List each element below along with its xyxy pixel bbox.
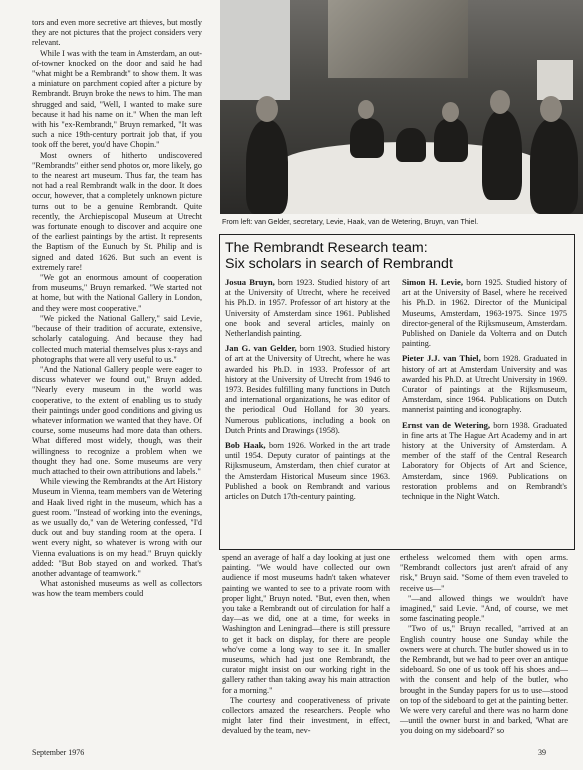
- bio-entry: [225, 343, 390, 436]
- window: [220, 0, 290, 100]
- article-column-left: [32, 18, 202, 600]
- paragraph: spend an average of half a day looking at just one painting. "We would have collected our own audience if most museums hadn't taken whatever painting we wanted to see to a private room with proper light," Bruyn noted. "But, even then, when you take a Rembrandt out of circulation for half a day—as we did, one at a time, for weeks in Washington and Leningrad—there is still pressure to get it back on display, for there are people who've come a long way to see it. In smaller museums, which had just one Rembrandt, the curator might insist on our working right in the gallery rather than taking away his main attraction for a morning.": [222, 553, 390, 695]
- person-head: [358, 100, 374, 119]
- paragraph: "And the National Gallery people were eager to discuss whatever we found out," Bruyn added. "Nearly every museum in the world was cooperative, to the extent of enabling us to study their paintings under good conditions and giving us whatever information we wanted that they have. Of course, some museums had more data than others. What differed most widely, though, was their willingness to recognize a problem when we thought they had one. Some museums are very much attached to their own attributions and labels.": [32, 364, 202, 476]
- bio-text: born 1926. Worked in the art trade until 1954. Deputy curator of paintings at the Rijksmuseum, Amsterdam, then chief curator at the Amsterdam Historical Museum since 1963. Published a book on Rembrandt and various articles on Dutch 17th-century painting.: [225, 441, 390, 502]
- issue-date: September 1976: [32, 748, 85, 757]
- bio-name: Simon H. Levie,: [402, 277, 464, 287]
- bio-name: Ernst van de Wetering,: [402, 419, 491, 430]
- paragraph: "We got an enormous amount of cooperation from museums," Bruyn remarked. "We started not at home, but with the National Gallery in London, and they were most cooperative.": [32, 273, 202, 313]
- person-figure: [246, 120, 288, 214]
- painting-on-wall: [328, 0, 468, 78]
- photo-caption: From left: van Gelder, secretary, Levie, Haak, van de Wetering, Bruyn, van Thiel.: [222, 217, 479, 226]
- sidebar-title-line-1: The Rembrandt Research team:: [225, 240, 428, 256]
- paragraph: ertheless welcomed them with open arms. "Rembrandt collectors just aren't afraid of any risk," Bruyn said. "Some of them even traveled to receive us—": [400, 553, 568, 593]
- team-photograph: [220, 0, 583, 214]
- page-number: 39: [538, 748, 546, 757]
- bio-text: born 1903. Studied history of art at the University of Utrecht, where he was awarded his Ph.D. in 1933. Professor of art history at the University of Utrecht from 1946 to 1973. Besides fulfilling many functions in Dutch and international organizations, he was editor of the periodical Oud Holland for 30 years. Numerous publications, including a book on Dutch Prints and Drawings (1958).: [225, 344, 390, 435]
- paragraph: What astonished museums as well as collectors was how the team members could: [32, 579, 202, 599]
- bio-name: Pieter J.J. van Thiel,: [402, 353, 481, 364]
- bio-name: Bob Haak,: [225, 440, 266, 451]
- paragraph: "We picked the National Gallery," said Levie, "because of their tradition of accurate, extensive, scholarly cataloguing. And because they had collected much material themselves plus x-rays and photographs that were all very useful to us.": [32, 313, 202, 364]
- paragraph: While viewing the Rembrandts at the Art History Museum in Vienna, team members van de Wetering and Haak lived right in the museum, which has a guest room. "Instead of working into the evenings, as we usually do," van de Wetering confessed, "I'd duck out and buy standing room at the opera. I went every night, so whatever is wrong with our Vienna evaluations is on my head." Bruyn quickly added: "But Bob stayed on and worked. That's another advantage of teamwork.": [32, 477, 202, 578]
- person-head: [256, 96, 278, 122]
- sidebar-title-line-2: Six scholars in search of Rembrandt: [225, 256, 453, 272]
- bios-column-left: [225, 277, 390, 506]
- paragraph: While I was with the team in Amsterdam, an out-of-towner knocked on the door and said he had "what might be a Rembrandt" to show them. It was a miniature on parchment copied after a picture by Rembrandt. Bruyn broke the news to him. The man shrugged and said, "Well, I wanted to make sure because it had his name on it." When the man left with his "ex-Rembrandt," Bruyn remarked, "It was such a nice 19th-century portrait job that, if you took off the beret, you'd have Chopin.": [32, 48, 202, 150]
- bios-column-right: [402, 277, 567, 506]
- bio-entry: [402, 353, 567, 415]
- bio-text: born 1928. Graduated in history of art at Amsterdam University and was awarded his Ph.D. at Utrecht University in 1969. Curator of paintings at the Rijksmuseum, Amsterdam, since 1964. Publications on Dutch mannerist painting and iconography.: [402, 354, 567, 415]
- wall-board: [537, 60, 573, 100]
- paragraph: "—and allowed things we wouldn't have imagined," said Levie. "And, of course, we met some fascinating people.": [400, 593, 568, 624]
- bio-entry: [402, 420, 567, 503]
- paragraph: Most owners of hitherto undiscovered "Rembrandts" either send photos or, more likely, go to the nearest art museum. Thus far, the team has not had a real Rembrandt walk in the door. It does occur, however, that a completely unknown picture turns out to be a genuine Rembrandt. Quite recently, the Archiepiscopal Museum at Utrecht was fortunate enough to discover and acquire one of the earliest paintings by the artist. It represents the Baptism of the Eunuch by St. Philip and is signed and dated 1626. But such an event is extremely rare!: [32, 150, 202, 272]
- person-head: [442, 102, 459, 122]
- person-figure: [396, 128, 426, 162]
- bio-text: born 1925. Studied history of art at the University of Basel, where he received his Ph.D. in 1962. Director of the Municipal Museums, Amsterdam, 1963-1975. Since 1975 director-general of the Rijksmuseum, Amsterdam. Published on Daniele da Volterra and on Dutch painting.: [402, 278, 567, 349]
- person-figure: [350, 118, 384, 158]
- bio-name: Josua Bruyn,: [225, 277, 275, 287]
- article-column-middle: [222, 553, 390, 737]
- bio-entry: [225, 277, 390, 339]
- bio-entry: [402, 277, 567, 349]
- bio-entry: [225, 440, 390, 502]
- paragraph: The courtesy and cooperativeness of private collectors amazed the researchers. People who might later find their investment, in effect, devalued by the team, nev-: [222, 695, 390, 736]
- bio-name: Jan G. van Gelder,: [225, 343, 297, 354]
- person-head: [540, 96, 562, 122]
- person-figure: [482, 110, 522, 200]
- article-column-right: [400, 553, 568, 737]
- bio-text: born 1938. Graduated in fine arts at The Hague Art Academy and in art history at the University of Amsterdam. A member of the staff of the Central Research Laboratory for Objects of Art and Science, Amsterdam, since 1969. Publications on restoration problems and on Rembrandt's technique in the Night Watch.: [402, 420, 567, 502]
- bio-text: born 1923. Studied history of art at the University of Utrecht, where he received his Ph.D. in 1957. Professor of art history at the University of Amsterdam since 1961. Published one book and several articles, mainly on Netherlandish painting.: [225, 278, 390, 339]
- person-head: [490, 90, 510, 114]
- paragraph: "Two of us," Bruyn recalled, "arrived at an English country house one Sunday while the owners were at church. The butler showed us in to the Rembrandt, but we had to peer over an antique sideboard. So one of us took off his shoes and—with the consent and help of the butler, who brought in the Sunday papers for us to use—stood on top of the sideboard to get at the painting better. We were very careful and there was no harm done—until the owner burst in and barked, 'What are you doing on my sideboard?' so: [400, 624, 568, 736]
- person-figure: [530, 118, 578, 214]
- sidebar-title: [225, 240, 570, 272]
- person-figure: [434, 118, 468, 162]
- paragraph: tors and even more secretive art thieves, but mostly they are not pictures that the project considers very relevant.: [32, 18, 202, 48]
